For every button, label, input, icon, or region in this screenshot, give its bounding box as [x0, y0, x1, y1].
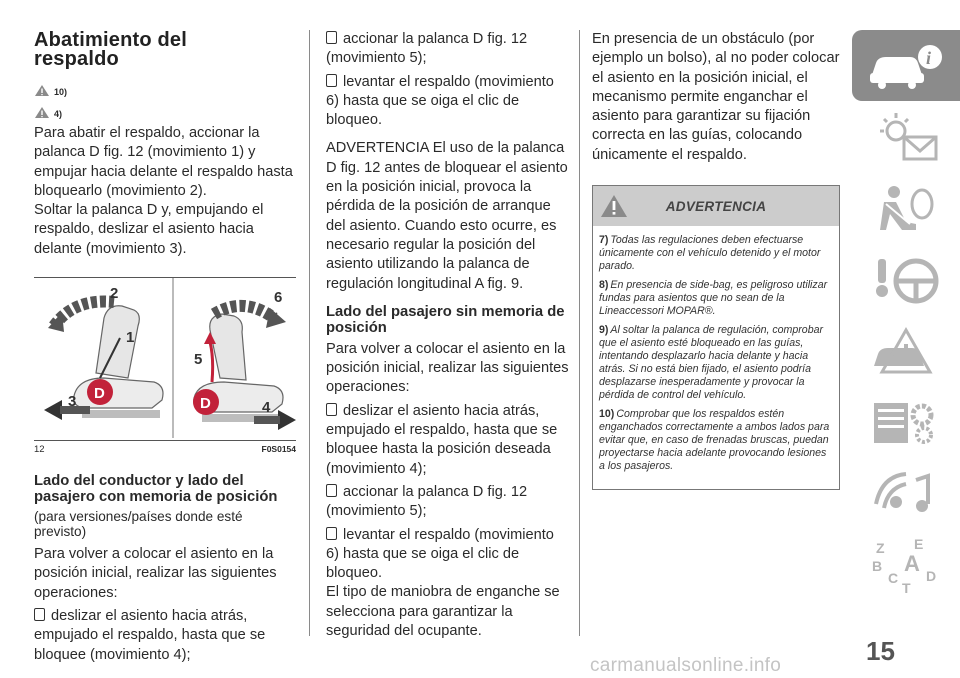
svg-text:i: i [926, 47, 932, 68]
warning-item [599, 234, 833, 273]
figure-label-d-left: D [94, 385, 105, 403]
column-1 [34, 0, 296, 665]
tab-car-info[interactable] [852, 30, 960, 101]
warning-number: 9) [599, 324, 609, 337]
warning-box [592, 185, 840, 490]
index-letter: T [902, 579, 911, 595]
bullet-text: levantar el respaldo (movimiento 6) hasta que se oiga el clic de bloqueo. [326, 73, 554, 129]
tab-index[interactable] [852, 527, 960, 598]
warning-ref-1-label: 10) [54, 87, 68, 97]
steering-wheel-icon [866, 251, 946, 307]
bullet-icon [326, 31, 337, 44]
index-letter: A [904, 550, 920, 576]
warning-list [593, 226, 839, 489]
warning-item [599, 279, 833, 318]
obstacle-paragraph: En presencia de un obstáculo (por ejemplo un bolso), al no poder colocar el asiento en la posición inicial, el mecanismo permite enganchar el asiento para garantizar su fijación correcta en las guías, colocando únicamente el respaldo. [592, 31, 840, 163]
warning-text: Al soltar la palanca de regulación, comprobar que el asiento esté bloqueado en las guías, intentando desplazarlo hacia delante y hacia atrás. Si no está bien fijado, el asiento podría desplazarse inesperadamente y provocar la pérdida de control del vehículo. [599, 324, 824, 402]
advertencia-paragraph: ADVERTENCIA El uso de la palanca D fig. 12 antes de bloquear el asiento en la posición inicial, provoca la pérdida de la posición de arranque del asiento. Cuando esto ocurre, es necesario regular la posición del asiento utilizando la palanca de regulación longitudinal A fig. 9. [326, 140, 568, 292]
figure-caption [34, 444, 296, 455]
column-3 [592, 0, 840, 490]
warning-number: 8) [599, 279, 609, 292]
warning-ref-1[interactable] [34, 75, 296, 97]
emergency-icon [866, 322, 946, 378]
versions-note: (para versiones/países donde esté previsto) [34, 509, 243, 540]
bullet-text: deslizar el asiento hacia atrás, empujado el respaldo, hasta que se bloquee (movimiento 4); [34, 607, 266, 663]
tab-warning-lights[interactable] [852, 101, 960, 172]
bullet-item [326, 483, 570, 522]
bullet-text: levantar el respaldo (movimiento 6) hasta que se oiga el clic de bloqueo. [326, 526, 554, 582]
technical-data-icon [866, 464, 946, 520]
figure-label-5: 5 [194, 351, 203, 369]
paragraph-3: Para volver a colocar el asiento en la posición inicial, realizar las siguientes operaciones: [34, 546, 277, 601]
watermark: carmanualsonline.info [590, 655, 782, 676]
bullet-icon [326, 403, 337, 416]
warning-number: 7) [599, 234, 609, 247]
index-letter: Z [876, 539, 885, 556]
warning-title: ADVERTENCIA [665, 198, 767, 214]
figure-label-6: 6 [274, 289, 283, 307]
bullet-text: accionar la palanca D fig. 12 (movimiento 5); [326, 483, 528, 520]
tab-starting-driving[interactable] [852, 243, 960, 314]
index-letter: B [872, 557, 883, 574]
figure-number: 12 [34, 444, 45, 456]
section-title [34, 31, 296, 69]
maintenance-icon [866, 393, 946, 449]
bullet-item [326, 30, 570, 69]
column-divider [579, 30, 580, 636]
figure-label-d-right: D [200, 395, 211, 413]
bullet-item [326, 526, 570, 584]
figure-label-3: 3 [68, 393, 77, 411]
warning-triangle-icon [599, 193, 629, 219]
bullet-item [326, 73, 570, 131]
car-info-icon [866, 41, 946, 91]
figure-label-2: 2 [110, 285, 119, 303]
tab-technical-data[interactable] [852, 456, 960, 527]
warning-ref-2[interactable] [34, 97, 296, 119]
warning-text: Comprobar que los respaldos estén enganchados correctamente a ambos lados para evitar que, en caso de frenadas bruscas, puedan proyectarse hacia adelante provocando lesiones a los pasajeros. [599, 408, 830, 473]
index-letter: D [926, 567, 937, 584]
seat-illustration [34, 278, 296, 438]
bullet-text: accionar la palanca D fig. 12 (movimiento 5); [326, 31, 528, 67]
paragraph-2: Soltar la palanca D y, empujando el respaldo, deslizar el asiento hacia delante (movimiento 3). [34, 202, 264, 257]
paragraph-1: Para abatir el respaldo, accionar la palanca D fig. 12 (movimiento 1) y empujar hacia delante el respaldo hasta bloquearlo (movimiento 2). [34, 125, 293, 199]
chapter-sidebar [852, 30, 960, 598]
title-line-1: Abatimiento del [34, 29, 188, 51]
title-line-2: respaldo [34, 48, 119, 70]
page-number: 15 [866, 636, 895, 666]
bullet-text: deslizar el asiento hacia atrás, empujado el respaldo, hasta que se bloquee hasta la posición deseada (movimiento 4); [326, 402, 558, 477]
warning-triangle-icon [34, 84, 50, 97]
figure-label-4: 4 [262, 399, 271, 417]
warning-item [599, 408, 833, 473]
paragraph-passenger: Para volver a colocar el asiento en la posición inicial, realizar las siguientes operaciones: [326, 340, 569, 396]
bullet-icon [326, 527, 337, 540]
paragraph-engagement: El tipo de maniobra de enganche se selecciona para garantizar la seguridad del ocupante. [326, 584, 560, 640]
warning-header [593, 186, 839, 226]
figure-12 [34, 277, 296, 441]
warning-lights-icon [866, 109, 946, 165]
tab-emergency[interactable] [852, 314, 960, 385]
bullet-icon [326, 484, 337, 497]
bullet-item [34, 607, 296, 665]
bullet-item [326, 402, 570, 479]
subheading-driver-side: Lado del conductor y lado del pasajero con memoria de posición [34, 473, 278, 506]
figure-code: F0S0154 [261, 444, 296, 455]
bullet-icon [326, 74, 337, 87]
index-letter: E [914, 535, 924, 552]
figure-label-1: 1 [126, 329, 135, 347]
column-2 [326, 0, 570, 641]
multimedia-icon [866, 531, 946, 595]
warning-item [599, 324, 833, 402]
warning-text: Todas las regulaciones deben efectuarse únicamente con el vehículo detenido y el motor parado. [599, 234, 821, 273]
index-letter: C [888, 569, 899, 586]
bullet-icon [34, 608, 45, 621]
safety-airbag-icon [866, 180, 946, 236]
column-divider [309, 30, 310, 636]
warning-number: 10) [599, 408, 615, 421]
tab-maintenance[interactable] [852, 385, 960, 456]
warning-ref-2-label: 4) [54, 109, 63, 119]
tab-safety[interactable] [852, 172, 960, 243]
subheading-passenger-side: Lado del pasajero sin memoria de posición [326, 303, 565, 336]
warning-triangle-icon [34, 106, 50, 119]
warning-text: En presencia de side-bag, es peligroso utilizar fundas para asientos que no sean de la Lineaccessori MOPAR®. [599, 279, 828, 318]
